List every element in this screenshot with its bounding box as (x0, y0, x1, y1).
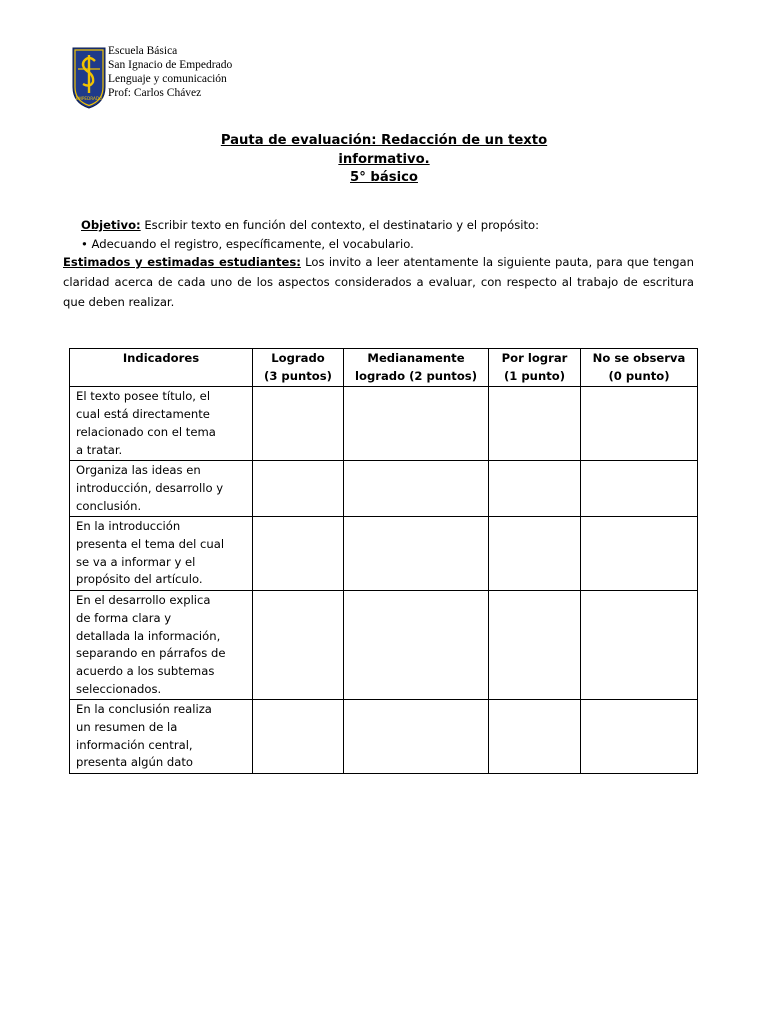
score-cell-no-se-observa[interactable] (581, 461, 698, 517)
score-cell-medianamente[interactable] (344, 591, 489, 700)
score-cell-por-lograr[interactable] (489, 700, 581, 774)
score-cell-por-lograr[interactable] (489, 461, 581, 517)
header-logrado: Logrado (3 puntos) (253, 349, 344, 387)
score-cell-medianamente[interactable] (344, 517, 489, 591)
indicator-cell: Organiza las ideas en introducción, desarrollo y conclusión. (70, 461, 253, 517)
document-title (140, 132, 628, 188)
teacher-name: Prof: Carlos Chávez (108, 87, 202, 99)
rubric-header-row (70, 349, 698, 387)
header-medianamente: Medianamente logrado (2 puntos) (344, 349, 489, 387)
objective-label: Objetivo: (81, 218, 141, 232)
intro-label: Estimados y estimadas estudiantes: (63, 255, 301, 269)
svg-text:EMPEDRADO: EMPEDRADO (75, 96, 103, 101)
objective-line (81, 216, 539, 234)
objective-text: Escribir texto en función del contexto, el destinatario y el propósito: (140, 218, 540, 232)
score-cell-por-lograr[interactable] (489, 591, 581, 700)
intro-text: Los invito a leer atentamente la siguiente pauta, para que tengan claridad acerca de cada uno de los aspectos considerados a evaluar, con respecto al trabajo de escritura que deben realizar. (63, 255, 694, 309)
table-row (70, 387, 698, 461)
indicator-cell: El texto posee título, el cual está directamente relacionado con el tema a tratar. (70, 387, 253, 461)
score-cell-no-se-observa[interactable] (581, 387, 698, 461)
table-row (70, 461, 698, 517)
indicator-cell: En la introducción presenta el tema del cual se va a informar y el propósito del artículo. (70, 517, 253, 591)
subject-name: Lenguaje y comunicación (108, 73, 227, 85)
score-cell-por-lograr[interactable] (489, 387, 581, 461)
table-row (70, 517, 698, 591)
school-crest-logo (72, 47, 106, 109)
score-cell-no-se-observa[interactable] (581, 517, 698, 591)
school-header (108, 44, 232, 100)
score-cell-logrado[interactable] (253, 517, 344, 591)
intro-paragraph (63, 252, 694, 312)
score-cell-no-se-observa[interactable] (581, 700, 698, 774)
school-location: San Ignacio de Empedrado (108, 59, 233, 71)
title-line-1: Pauta de evaluación: Redacción de un texto (220, 133, 548, 148)
table-row (70, 591, 698, 700)
score-cell-logrado[interactable] (253, 700, 344, 774)
header-por-lograr: Por lograr (1 punto) (489, 349, 581, 387)
title-line-2: informativo. (338, 151, 430, 167)
score-cell-no-se-observa[interactable] (581, 591, 698, 700)
score-cell-logrado[interactable] (253, 387, 344, 461)
score-cell-medianamente[interactable] (344, 387, 489, 461)
indicator-cell: En el desarrollo explica de forma clara y detallada la información, separando en párrafos de acuerdo a los subtemas seleccionados. (70, 591, 253, 700)
grade-level: 5° básico (350, 170, 418, 185)
school-name: Escuela Básica (108, 45, 178, 57)
score-cell-logrado[interactable] (253, 591, 344, 700)
indicator-cell: En la conclusión realiza un resumen de la información central, presenta algún dato (70, 700, 253, 774)
header-indicadores: Indicadores (70, 349, 253, 387)
objective-bullet: • Adecuando el registro, específicamente, el vocabulario. (81, 237, 414, 251)
score-cell-medianamente[interactable] (344, 461, 489, 517)
score-cell-logrado[interactable] (253, 461, 344, 517)
rubric-table (69, 348, 698, 774)
table-row (70, 700, 698, 774)
score-cell-medianamente[interactable] (344, 700, 489, 774)
score-cell-por-lograr[interactable] (489, 517, 581, 591)
header-no-se-observa: No se observa (0 punto) (581, 349, 698, 387)
